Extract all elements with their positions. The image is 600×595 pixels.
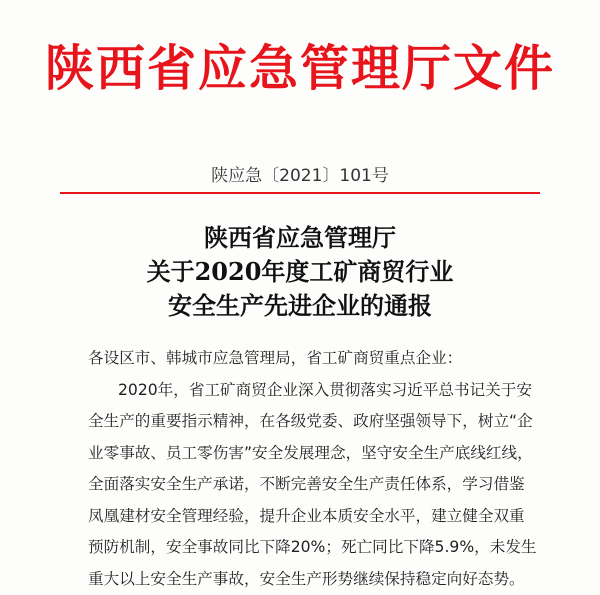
- body-line-1: 2020年，省工矿商贸企业深入贯彻落实习近平总书记关于安: [118, 381, 532, 399]
- body-line-4: 全面落实安全生产承诺，不断完善安全生产责任体系，学习借鉴: [88, 475, 525, 493]
- body-line-7: 重大以上安全生产事故，安全生产形势继续保持稳定向好态势。: [88, 570, 525, 588]
- body-line-2: 全生产的重要指示精神，在各级党委、政府坚强领导下，树立“企: [88, 412, 533, 430]
- addressee-line: 各设区市、韩城市应急管理局，省工矿商贸重点企业：: [88, 349, 463, 367]
- agency-masthead: 陕西省应急管理厅文件: [44, 39, 555, 97]
- document-number: 陕应急〔2021〕101号: [211, 166, 389, 186]
- body-line-3: 业零事故、员工零伤害”安全发展理念，坚守安全生产底线红线，: [88, 444, 533, 462]
- red-divider-line: [60, 192, 540, 194]
- title-line-1: 陕西省应急管理厅: [204, 223, 396, 252]
- title-line-3: 安全生产先进企业的通报: [168, 291, 432, 320]
- body-line-5: 凤凰建材安全管理经验，提升企业本质安全水平，建立健全双重: [88, 507, 525, 525]
- title-line-2: 关于2020年度工矿商贸行业: [146, 257, 454, 286]
- body-line-6: 预防机制，安全事故同比下降20%；死亡同比下降5.9%，未发生: [88, 538, 537, 556]
